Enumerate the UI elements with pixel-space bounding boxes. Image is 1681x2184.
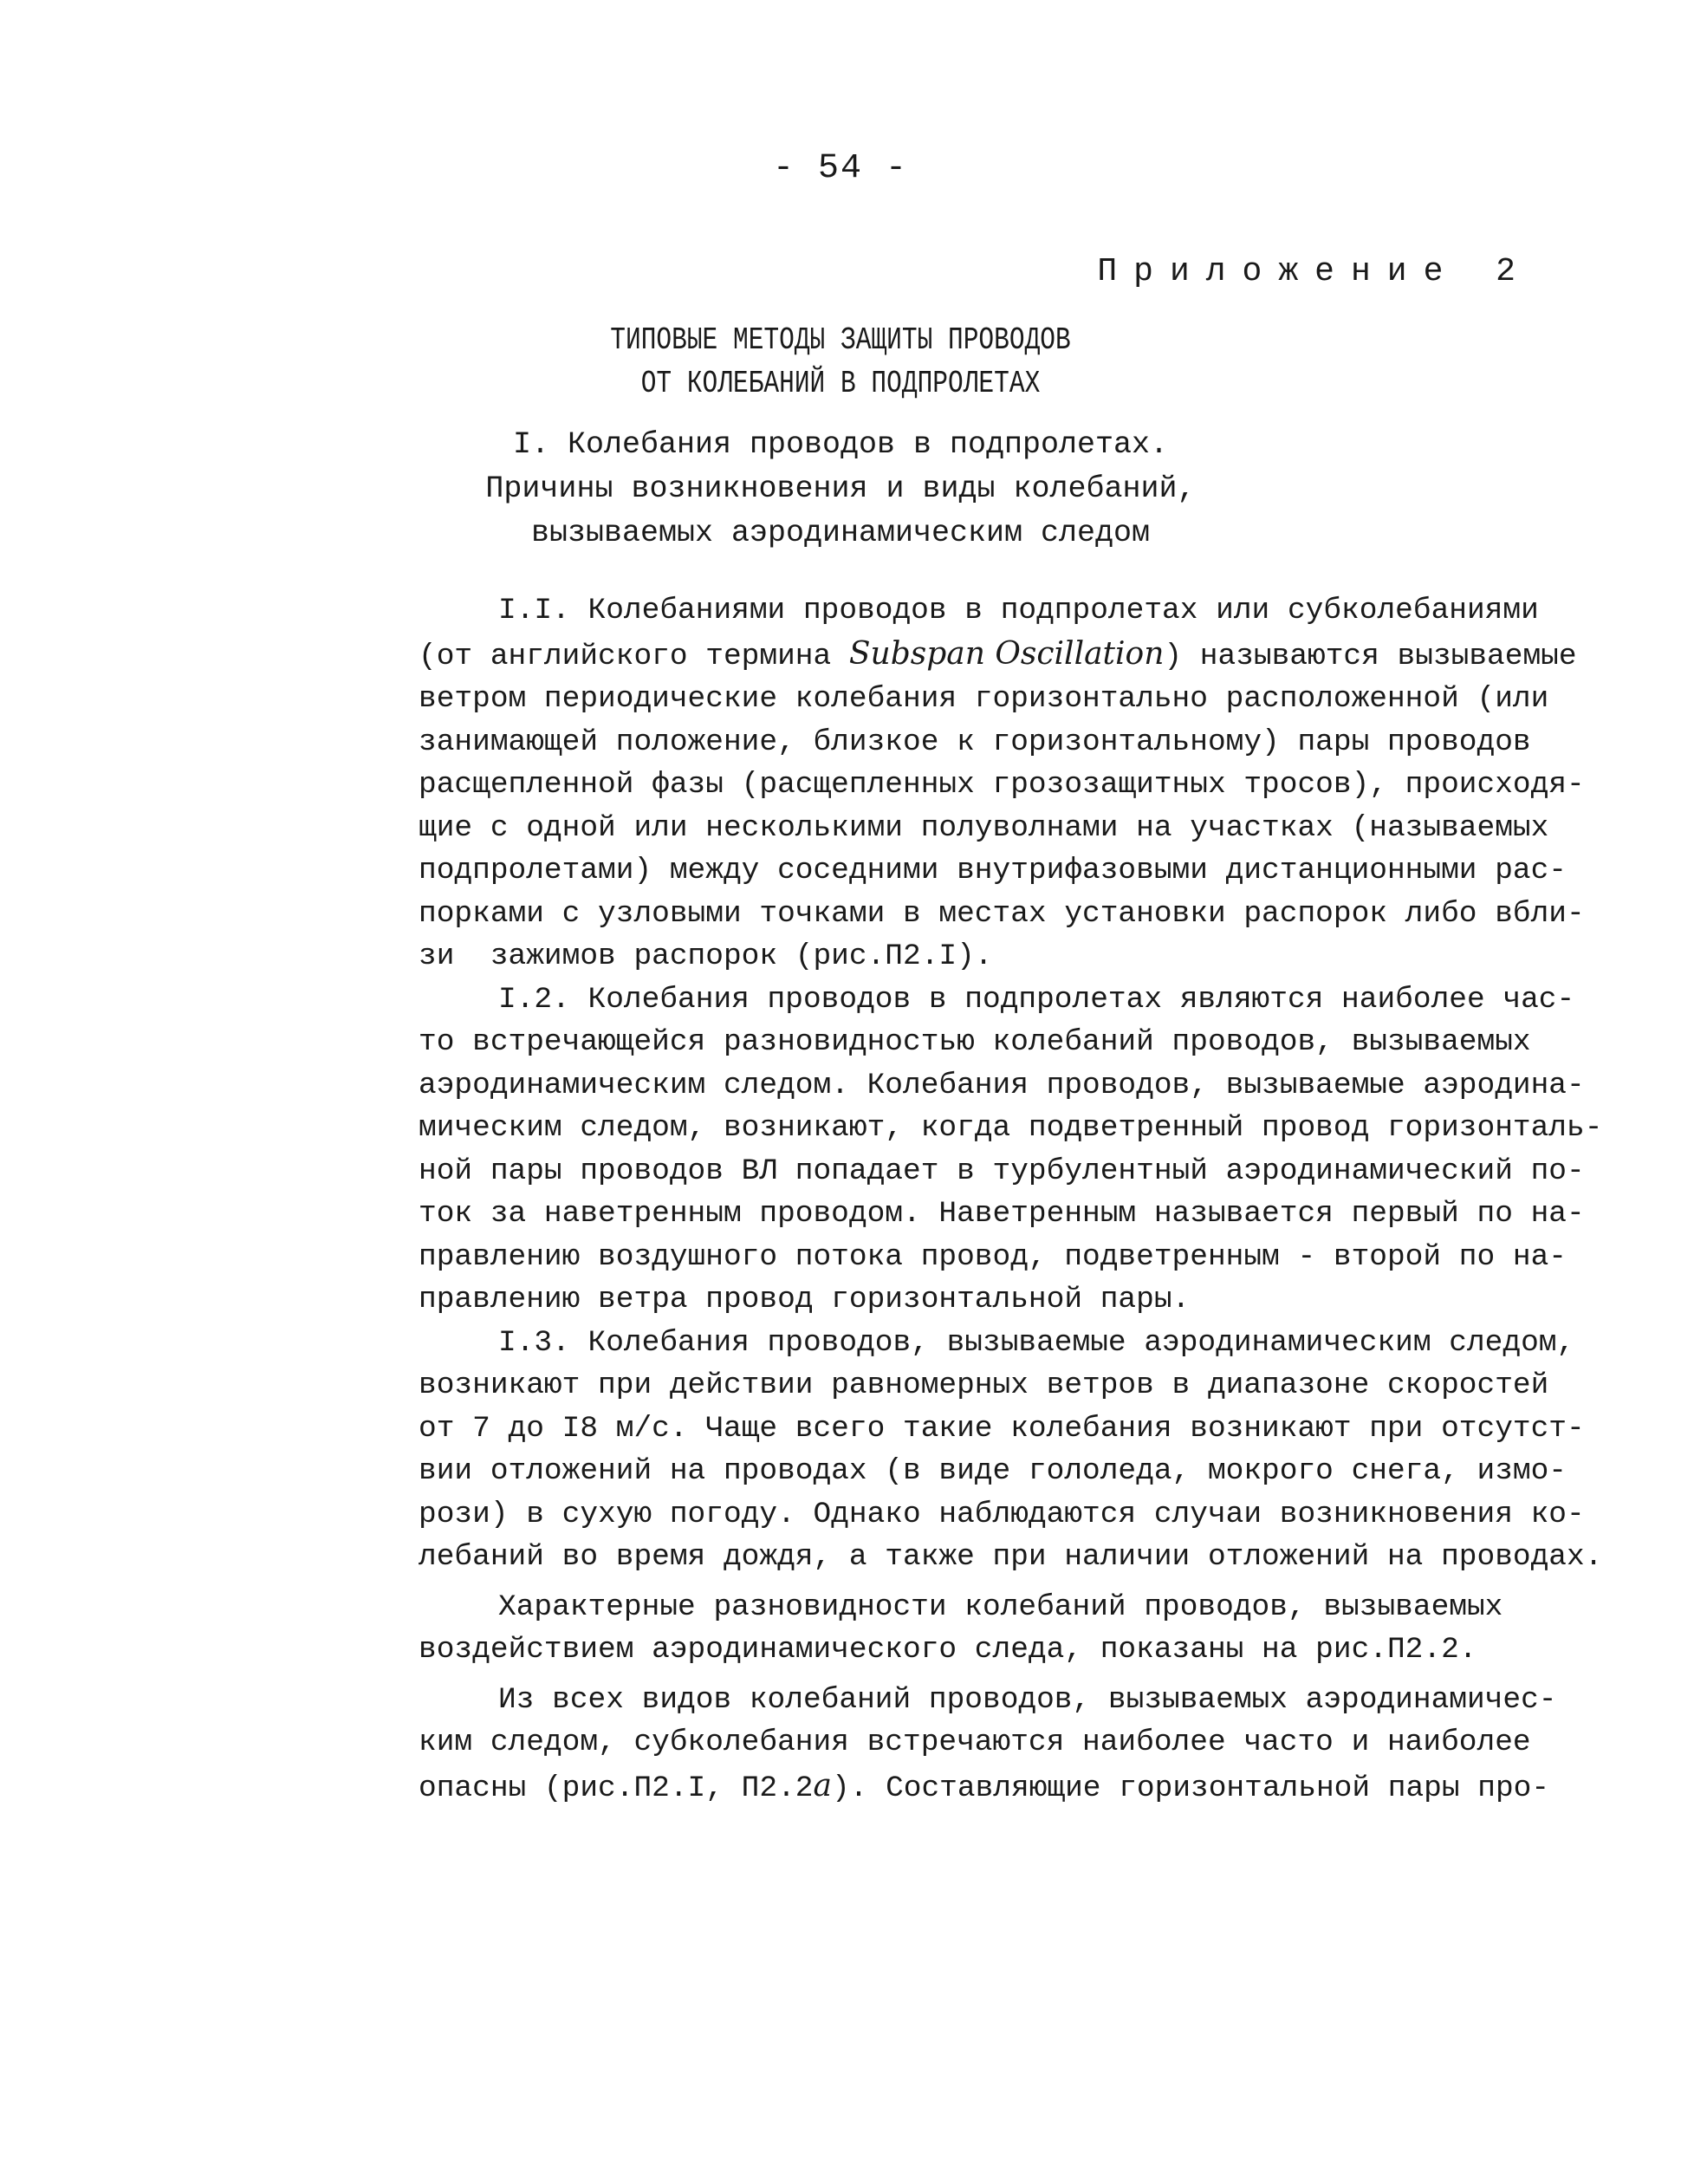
text-line: зи зажимов распорок (рис.П2.I). — [419, 939, 993, 973]
text-line: правлению ветра провод горизонтальной пары. — [419, 1283, 1191, 1316]
paragraph-gap — [419, 1579, 1571, 1586]
text-line: ток за наветренным проводом. Наветренным называется первый по на- — [419, 1197, 1585, 1231]
text-span: опасны (рис.П2.I, П2.2 — [419, 1771, 814, 1805]
text-line: подпролетами) между соседними внутрифазовыми дистанционными рас- — [419, 854, 1567, 887]
text-span: ) называются вызываемые — [1164, 639, 1577, 673]
text-line: занимающей положение, близкое к горизонтальному) пары проводов — [419, 725, 1531, 759]
text-line — [419, 633, 1577, 679]
body-text — [419, 589, 1603, 1810]
text-line: ветром периодические колебания горизонтально расположенной (или — [419, 682, 1549, 716]
text-line: вии отложений на проводах (в виде гололеда, мокрого снега, измо- — [419, 1454, 1567, 1488]
text-line: ной пары проводов ВЛ попадает в турбулентный аэродинамический по- — [419, 1154, 1585, 1188]
title-line: ОТ КОЛЕБАНИЙ В ПОДПРОЛЕТАХ — [640, 366, 1041, 401]
figure-letter: а — [813, 1767, 832, 1804]
text-line: воздействием аэродинамического следа, показаны на рис.П2.2. — [419, 1633, 1477, 1667]
paragraph-gap — [419, 1672, 1571, 1679]
text-line: то встречающейся разновидностью колебаний проводов, вызываемых — [419, 1025, 1531, 1059]
text-line: возникают при действии равномерных ветров в диапазоне скоростей — [419, 1368, 1549, 1402]
text-span: ). Составляющие горизонтальной пары про- — [831, 1771, 1550, 1805]
appendix-label: Приложение 2 — [1097, 253, 1532, 290]
text-line: ким следом, субколебания встречаются наиболее часто и наиболее — [419, 1726, 1531, 1759]
text-line: щие с одной или несколькими полуволнами на участках (называемых — [419, 810, 1549, 845]
text-line: Из всех видов колебаний проводов, вызываемых аэродинамичес- — [498, 1682, 1557, 1717]
title-line: ТИПОВЫЕ МЕТОДЫ ЗАЩИТЫ ПРОВОДОВ — [610, 322, 1071, 358]
text-line — [419, 1765, 1571, 1810]
text-span: (от английского термина — [419, 639, 849, 673]
text-line: I.2. Колебания проводов в подпролетах являются наиболее час- — [498, 982, 1575, 1017]
section-heading — [0, 423, 1681, 556]
english-term: Subspan Oscillation — [848, 635, 1165, 672]
section-heading-line: I. Колебания проводов в подпролетах. — [512, 427, 1169, 462]
text-line: от 7 до I8 м/с. Чаще всего такие колебания возникают при отсутст- — [419, 1411, 1585, 1446]
page-number: - 54 - — [772, 149, 909, 188]
text-line: правлению воздушного потока провод, подветренным - второй по на- — [419, 1239, 1567, 1274]
text-line: лебаний во время дождя, а также при наличии отложений на проводах. — [419, 1540, 1603, 1574]
text-line: Характерные разновидности колебаний проводов, вызываемых — [498, 1589, 1503, 1624]
text-line: рози) в сухую погоду. Однако наблюдаются случаи возникновения ко- — [419, 1497, 1585, 1531]
text-line: аэродинамическим следом. Колебания проводов, вызываемые аэродина- — [419, 1068, 1585, 1102]
text-line: мическим следом, возникают, когда подветренный провод горизонталь- — [419, 1111, 1603, 1145]
section-heading-line: вызываемых аэродинамическим следом — [530, 516, 1151, 550]
text-line: I.I. Колебаниями проводов в подпролетах или субколебаниями — [498, 594, 1539, 627]
text-line: I.3. Колебания проводов, вызываемые аэродинамическим следом, — [498, 1325, 1575, 1360]
text-line: порками с узловыми точками в местах установки распорок либо вбли- — [419, 896, 1585, 931]
text-line: расщепленной фазы (расщепленных грозозащитных тросов), происходя- — [419, 768, 1585, 802]
document-title — [152, 319, 1530, 406]
section-heading-line: Причины возникновения и виды колебаний, — [485, 471, 1196, 506]
